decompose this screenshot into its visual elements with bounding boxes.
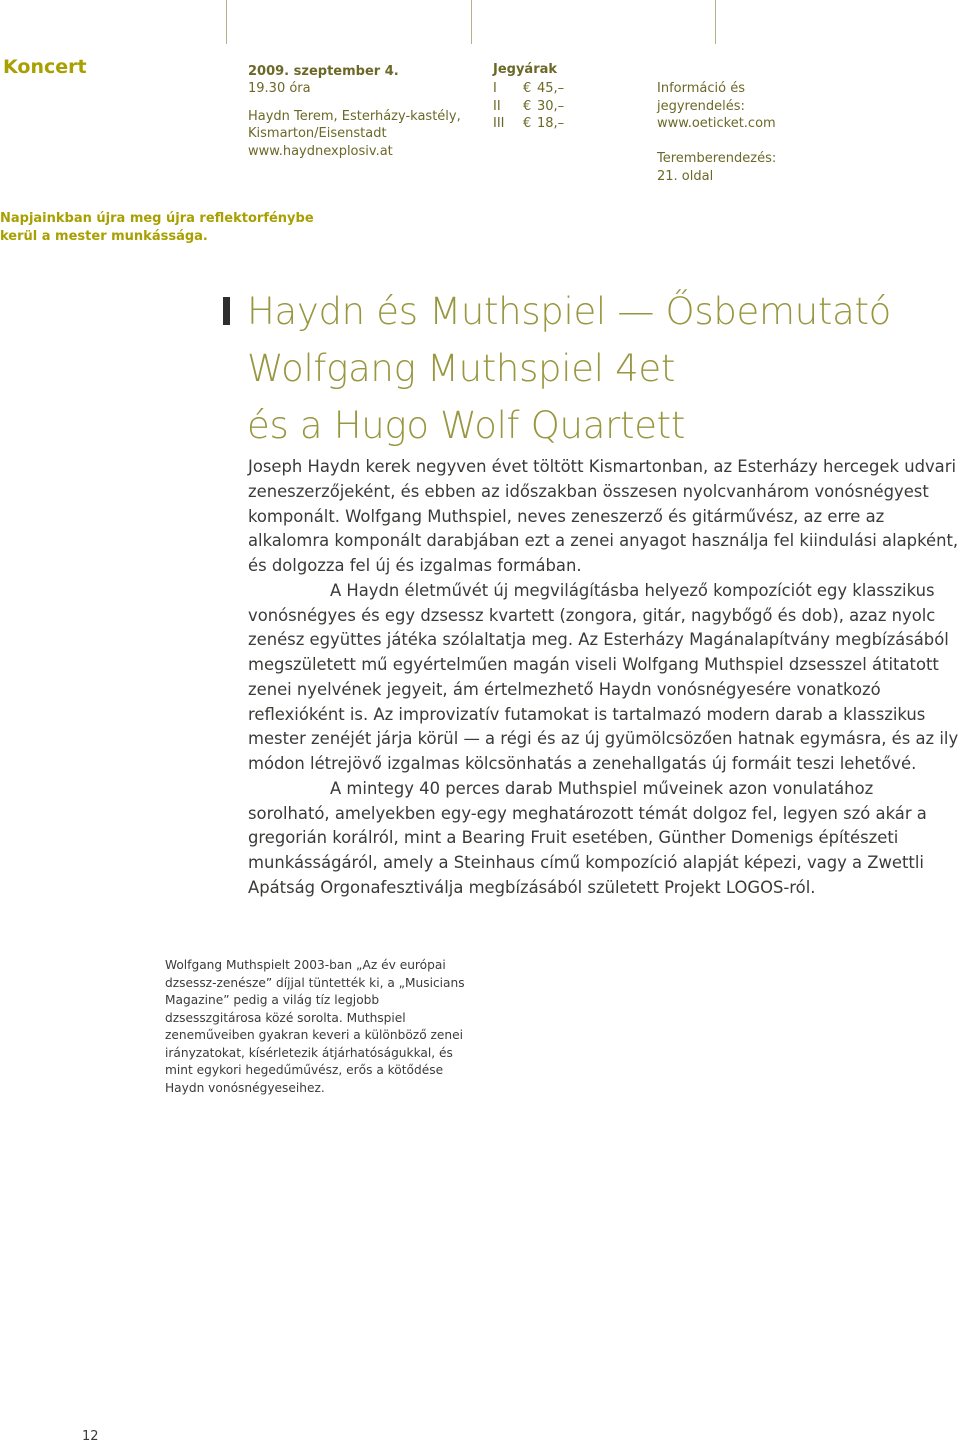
event-city: Kismarton/Eisenstadt	[248, 126, 387, 141]
price-row: III € 18,–	[493, 116, 565, 131]
page-number: 12	[82, 1429, 99, 1444]
body-paragraph: A mintegy 40 perces darab Muthspiel műveinek azon vonulatához sorolható, amelyekben egy-egy meghatározott témát dolgoz fel, legyen szó akár a gregorián korálról, mint a Bearing Fruit esetében, Günther Domenigs építészeti munkásságáról, amely a Steinhaus című kompozíció alapját képezi, vagy a Zwettli Apátság Orgonafesztiválja megbízásából született Projekt LOGOS-ról.	[248, 778, 927, 897]
event-details	[248, 80, 461, 160]
seating-page-ref: 21. oldal	[657, 168, 714, 184]
ticket-info: Információ és jegyrendelés: www.oeticket.com Teremberendezés: 21. oldal	[657, 81, 777, 184]
event-date: 2009. szeptember 4.	[248, 64, 399, 79]
ticket-prices-heading: Jegyárak	[493, 62, 558, 77]
body-paragraph: Joseph Haydn kerek negyven évet töltött Kismartonban, az Esterházy hercegek udvari zeneszerzőjeként, és ebben az időszakban összesen nyolcvanhárom vonósnégyest komponált. Wolfgang Muthspiel, neves zeneszerző és gitárművész, az erre az alkalomra komponált darabjában ezt a zenei anyagot használja fel kiindulási alapként, és dolgozza fel új és izgalmas formában.	[248, 457, 959, 575]
column-divider	[226, 0, 227, 44]
ticket-order-link[interactable]: www.oeticket.com	[657, 116, 776, 131]
headline-line-2: Wolfgang Muthspiel 4et	[247, 347, 676, 390]
column-divider	[715, 0, 716, 44]
sidebar-note: Wolfgang Muthspielt 2003-ban „Az év európai dzsessz-zenésze” díjjal tüntették ki, a „Musicians Magazine” pedig a világ tíz legjobb dzsesszgitárosa közé sorolta. Muthspiel zeneműveiben gyakran keveri a különböző zenei irányzatokat, kísérletezik átjárhatóságukkal, és mint egykori hegedűművész, erős a kötődése Haydn vonósnégyeseihez.	[165, 958, 465, 1095]
headline-line-1: Haydn és Muthspiel — Ősbemutató	[247, 290, 891, 333]
headline-line-3: és a Hugo Wolf Quartett	[247, 404, 686, 447]
seating-label: Teremberendezés:	[657, 151, 777, 166]
article-body	[248, 455, 960, 901]
ticket-prices	[493, 80, 564, 133]
headline-marker	[223, 297, 230, 325]
event-website-link[interactable]: www.haydnexplosiv.at	[248, 143, 393, 159]
body-paragraph: A Haydn életművét új megvilágításba helyező kompozíciót egy klasszikus vonósnégyes és egy dzsessz kvartett (zongora, gitár, nagybőgő és dob), azaz nyolc zenész együttes játéka szólaltatja meg. Az Esterházy Magánalapítvány megbízásából megszületett mű egyértelműen magán viseli Wolfgang Muthspiel dzsesszel átitatott zenei nyelvének jegyeit, ám értelmezhető Haydn vonósnégyesére vonatkozó reflexióként is. Az improvizatív futamokat is tartalmazó modern darab a klasszikus mester zenéjét járja körül — a régi és az új gyümölcsözően hatnak egymásra, és az ily módon létrejövő izgalmas kölcsönhatás a zenehallgatás új formáit teszi lehetővé.	[248, 580, 959, 773]
event-venue: Haydn Terem, Esterházy-kastély,	[248, 108, 461, 124]
tagline: Napjainkban újra meg újra reflektorfénybe kerül a mester munkássága.	[0, 211, 314, 244]
headline	[247, 283, 891, 454]
price-row: II € 30,–	[493, 98, 565, 114]
event-time: 19.30 óra	[248, 81, 311, 96]
section-title: Koncert	[3, 56, 87, 78]
column-divider	[471, 0, 472, 44]
price-row: I € 45,–	[493, 81, 565, 96]
